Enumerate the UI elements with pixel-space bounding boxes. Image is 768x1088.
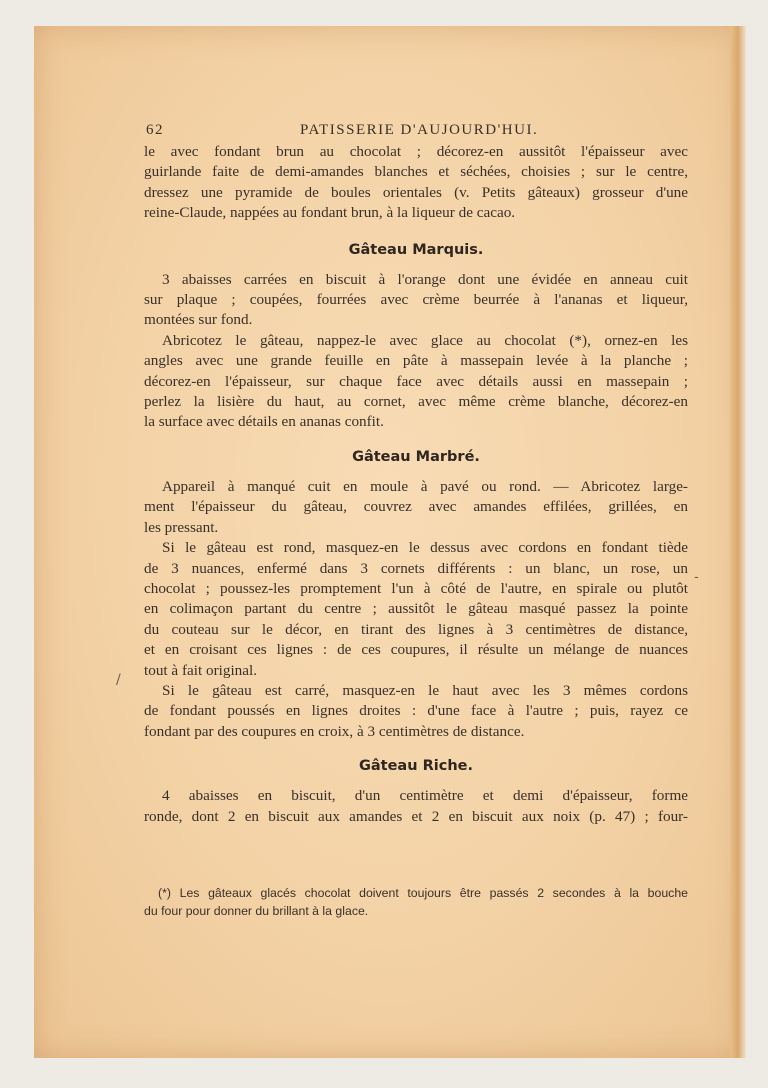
text-line: montées sur fond.	[144, 311, 253, 329]
paragraph	[144, 270, 688, 331]
section-title: Gâteau Riche.	[358, 758, 473, 775]
text-line: Appareil à manqué cuit en moule à pavé ou rond. — Abricotez large-	[162, 477, 688, 495]
text-line: guirlande faite de demi-amandes blanches et séchées, choisies ; sur le centre,	[144, 163, 688, 181]
margin-mark: /	[116, 672, 121, 688]
page-text	[144, 118, 688, 827]
paragraph	[144, 786, 688, 827]
text-line: 3 abaisses carrées en biscuit à l'orange dont une évidée en anneau cuit	[162, 270, 688, 288]
text-line: reine-Claude, nappées au fondant brun, à la liqueur de cacao.	[144, 204, 516, 222]
footnote	[144, 884, 688, 920]
text-line: Abricotez le gâteau, nappez-le avec glace au chocolat (*), ornez-en les	[162, 331, 688, 349]
text-line: en colimaçon partant du centre ; aussitôt le gâteau masqué passez la pointe	[144, 600, 688, 618]
paragraph	[144, 538, 688, 681]
margin-mark: -	[694, 569, 699, 585]
text-line: sur plaque ; coupées, fourrées avec crème beurrée à l'ananas et liqueur,	[144, 291, 688, 309]
footnote-line: du four pour donner du brillant à la glace.	[144, 904, 369, 918]
text-line: du couteau sur le décor, en tirant des lignes à 3 centimètres de distance,	[144, 620, 688, 638]
text-line: de 3 nuances, enfermé dans 3 cornets différents : un blanc, un rose, un	[144, 559, 688, 577]
section-title: Gâteau Marquis.	[348, 241, 484, 258]
text-line: ronde, dont 2 en biscuit aux amandes et 2 en biscuit aux noix (p. 47) ; four-	[144, 807, 688, 825]
text-line: de fondant poussés en lignes droites : d'une face à l'autre ; puis, rayez ce	[144, 702, 688, 720]
text-line: ment l'épaisseur du gâteau, couvrez avec amandes effilées, grillées, en	[144, 498, 688, 516]
text-line: Si le gâteau est rond, masquez-en le dessus avec cordons en fondant tiède	[162, 539, 688, 557]
text-line: la surface avec détails en ananas confit.	[144, 413, 384, 431]
text-line: dressez une pyramide de boules orientales (v. Petits gâteaux) grosseur d'une	[144, 183, 688, 201]
paragraph	[144, 331, 688, 433]
text-line: fondant par des coupures en croix, à 3 centimètres de distance.	[144, 722, 525, 740]
intro-paragraph	[144, 142, 688, 224]
section-title: Gâteau Marbré.	[352, 448, 480, 465]
text-line: décorez-en l'épaisseur, sur chaque face avec détails aussi en massepain ;	[144, 372, 688, 390]
text-line: chocolat ; poussez-les promptement l'un à côté de l'autre, en spirale ou plutôt	[144, 579, 688, 597]
page-number: 62	[146, 122, 164, 138]
running-title: PATISSERIE D'AUJOURD'HUI.	[300, 122, 539, 138]
text-line: Si le gâteau est carré, masquez-en le haut avec les 3 mêmes cordons	[162, 681, 688, 699]
paragraph	[144, 477, 688, 538]
running-head	[144, 118, 688, 142]
text-line: perlez la lisière du haut, au cornet, avec même crème blanche, décorez-en	[144, 393, 688, 411]
page-edge	[730, 26, 746, 1058]
text-line: le avec fondant brun au chocolat ; décorez-en aussitôt l'épaisseur avec	[144, 143, 688, 160]
footnote-line: (*) Les gâteaux glacés chocolat doivent toujours être passés 2 secondes à la bouche	[158, 886, 688, 900]
text-line: angles avec une grande feuille en pâte à massepain levée à la planche ;	[144, 352, 688, 370]
paragraph	[144, 681, 688, 742]
text-line: tout à fait original.	[144, 661, 258, 679]
text-line: 4 abaisses en biscuit, d'un centimètre et demi d'épaisseur, forme	[162, 787, 688, 805]
text-line: les pressant.	[144, 518, 219, 536]
text-line: et en croisant ces lignes : de ces coupures, il résulte un mélange de nuances	[144, 641, 688, 659]
